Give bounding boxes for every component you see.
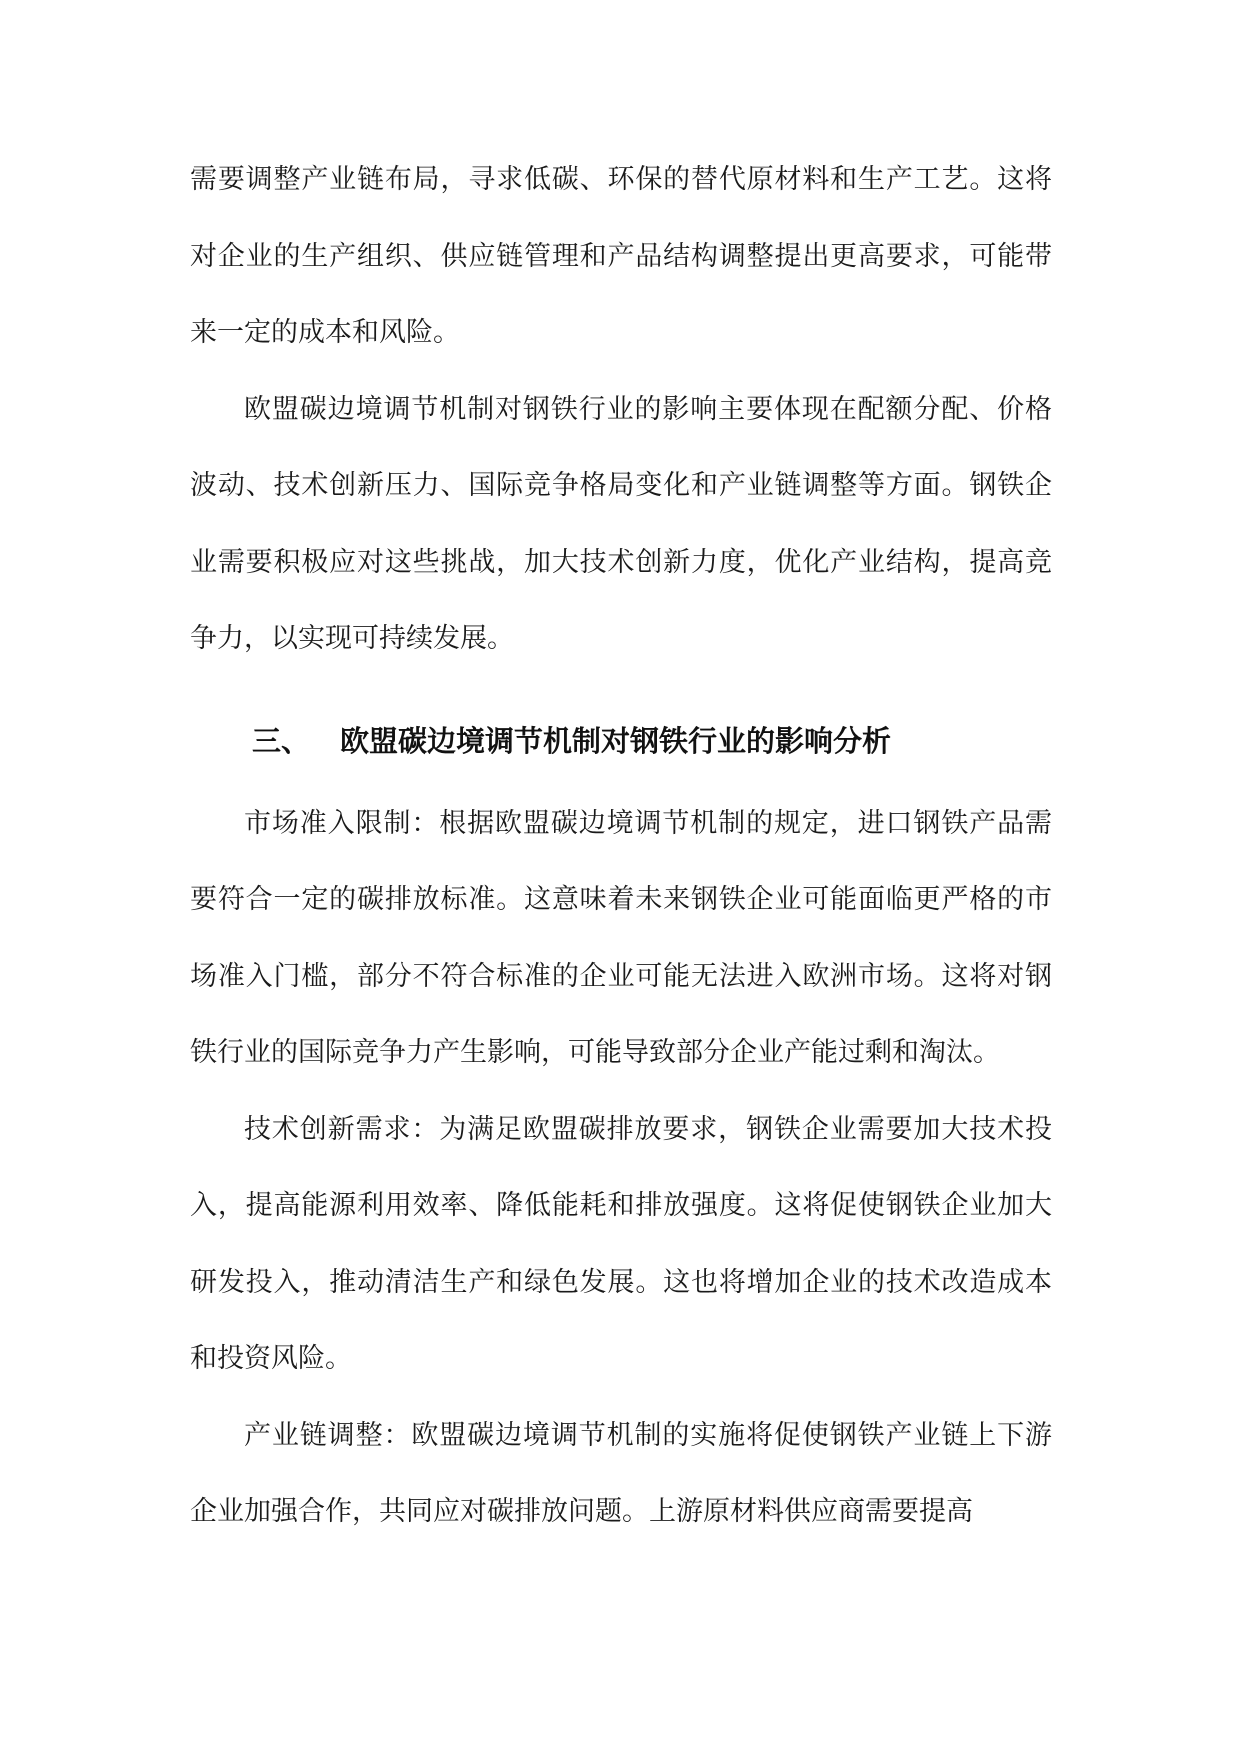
section-number: 三、 bbox=[252, 723, 311, 758]
section-title: 欧盟碳边境调节机制对钢铁行业的影响分析 bbox=[340, 723, 892, 758]
paragraph-continued: 需要调整产业链布局，寻求低碳、环保的替代原材料和生产工艺。这将对企业的生产组织、供应链管理和产品结构调整提出更高要求，可能带来一定的成本和风险。 bbox=[190, 164, 1052, 348]
section-heading bbox=[190, 706, 1052, 776]
document-body bbox=[190, 142, 1052, 1551]
paragraph-tech-innovation: 技术创新需求：为满足欧盟碳排放要求，钢铁企业需要加大技术投入，提高能源利用效率、降低能耗和排放强度。这将促使钢铁企业加大研发投入，推动清洁生产和绿色发展。这也将增加企业的技术改造成本和投资风险。 bbox=[190, 1113, 1052, 1374]
paragraph-market-access: 市场准入限制：根据欧盟碳边境调节机制的规定，进口钢铁产品需要符合一定的碳排放标准。这意味着未来钢铁企业可能面临更严格的市场准入门槛，部分不符合标准的企业可能无法进入欧洲市场。这将对钢铁行业的国际竞争力产生影响，可能导致部分企业产能过剩和淘汰。 bbox=[190, 807, 1052, 1068]
paragraph-supply-chain: 产业链调整：欧盟碳边境调节机制的实施将促使钢铁产业链上下游企业加强合作，共同应对碳排放问题。上游原材料供应商需要提高 bbox=[190, 1419, 1052, 1527]
paragraph-summary: 欧盟碳边境调节机制对钢铁行业的影响主要体现在配额分配、价格波动、技术创新压力、国际竞争格局变化和产业链调整等方面。钢铁企业需要积极应对这些挑战，加大技术创新力度，优化产业结构，提高竞争力，以实现可持续发展。 bbox=[190, 393, 1052, 654]
